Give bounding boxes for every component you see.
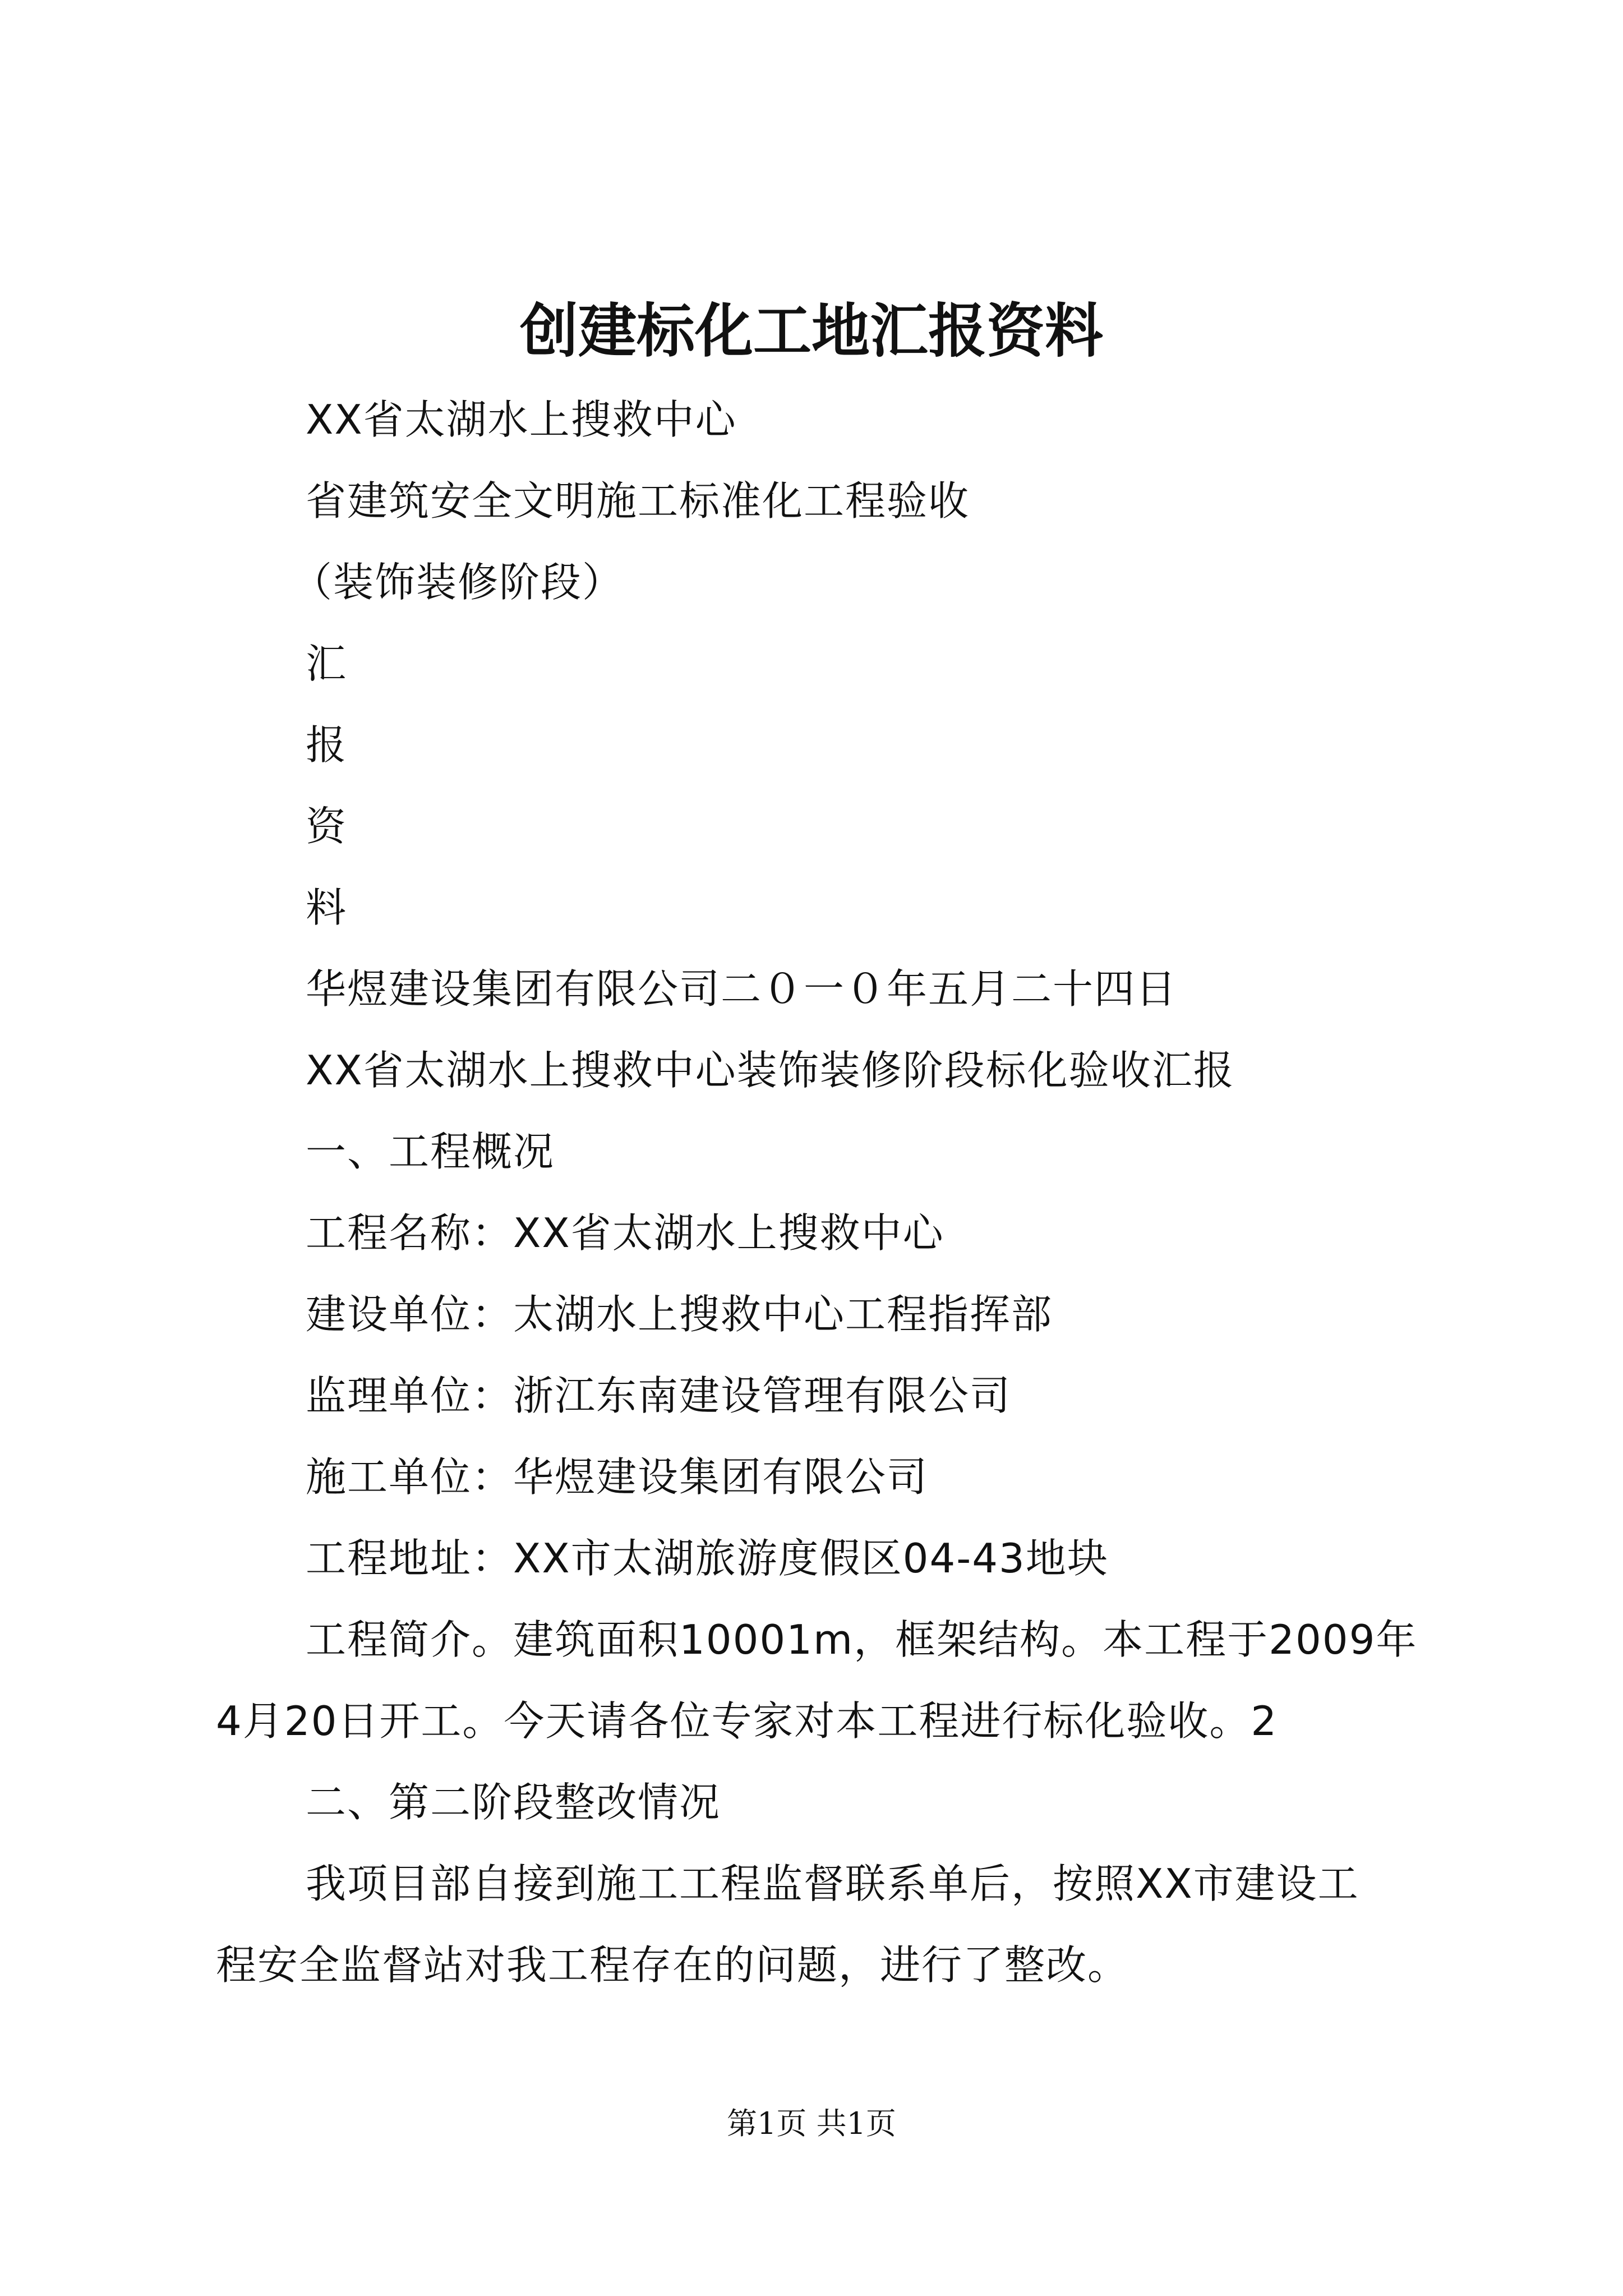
page-footer: 第1页 共1页 [727,2106,896,2141]
project-name-field: 工程名称：XX省太湖水上搜救中心 [306,1209,944,1257]
vertical-char-4: 料 [306,884,348,931]
intro-paragraph-line2: 4月20日开工。今天请各位专家对本工程进行标化验收。2 [216,1697,1278,1745]
section2-paragraph-line2: 程安全监督站对我工程存在的问题，进行了整改。 [216,1941,1129,1989]
address-field: 工程地址：XX市太湖旅游度假区04-43地块 [306,1535,1109,1582]
stage-line: （装饰装修阶段） [292,559,624,606]
project-name-line: XX省太湖水上搜救中心 [306,396,737,443]
contractor-field: 施工单位：华煜建设集团有限公司 [306,1453,929,1501]
section2-paragraph-line1: 我项目部自接到施工工程监督联系单后，按照XX市建设工 [306,1860,1359,1907]
vertical-char-1: 汇 [306,640,348,687]
section1-heading: 一、工程概况 [306,1128,555,1175]
acceptance-line: 省建筑安全文明施工标准化工程验收 [306,477,970,524]
builder-field: 建设单位：太湖水上搜救中心工程指挥部 [306,1291,1053,1338]
vertical-char-3: 资 [306,803,348,850]
supervisor-field: 监理单位：浙江东南建设管理有限公司 [306,1372,1012,1419]
vertical-char-2: 报 [306,721,348,769]
report-heading-line: XX省太湖水上搜救中心装饰装修阶段标化验收汇报 [306,1047,1235,1094]
document-title: 创建标化工地汇报资料 [519,296,1103,365]
intro-paragraph-line1: 工程简介。建筑面积10001m，框架结构。本工程于2009年 [306,1616,1418,1663]
company-date-line: 华煜建设集团有限公司二０一０年五月二十四日 [306,965,1178,1013]
section2-heading: 二、第二阶段整改情况 [306,1779,721,1826]
